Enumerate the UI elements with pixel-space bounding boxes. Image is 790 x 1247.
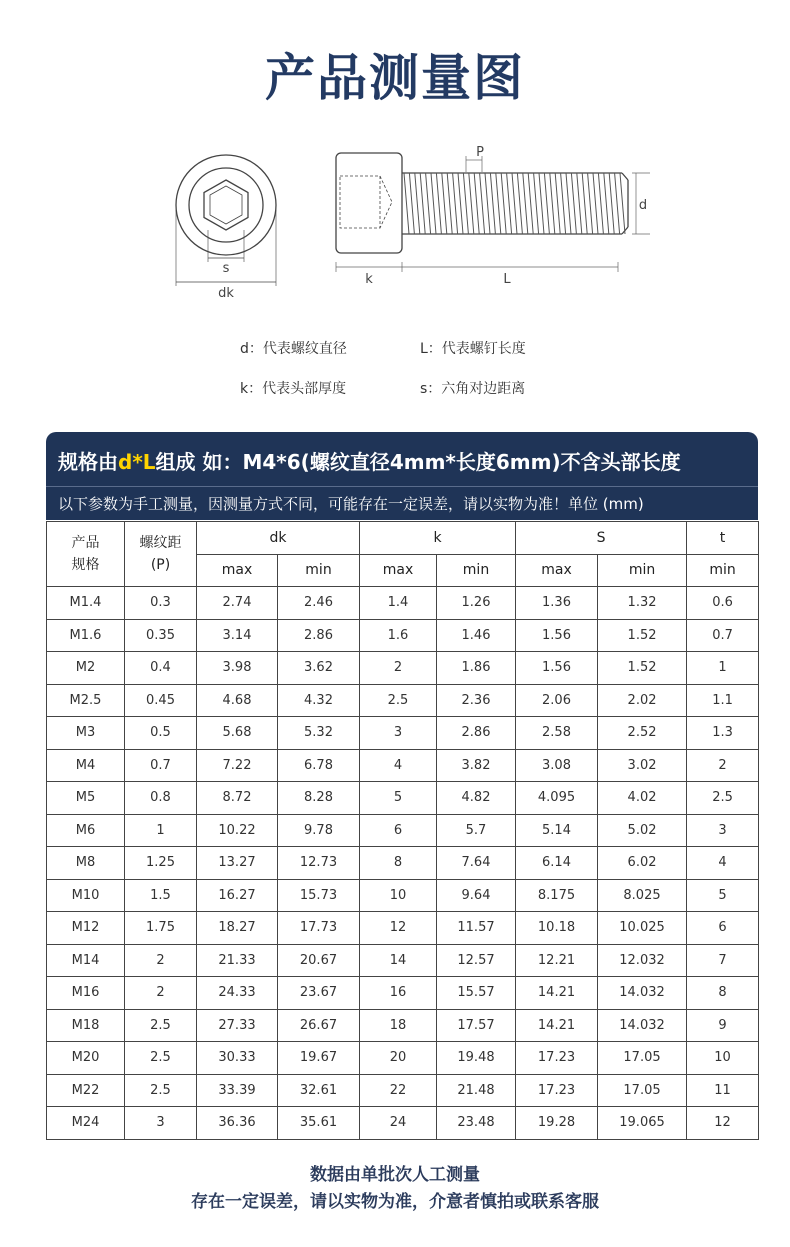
table-cell: 17.05: [598, 1042, 687, 1075]
table-cell: 8.175: [516, 879, 598, 912]
table-cell: 0.35: [125, 619, 197, 652]
table-row: [47, 1074, 759, 1107]
table-cell: 1.36: [516, 587, 598, 620]
table-cell: 3: [360, 717, 437, 750]
table-cell: M12: [47, 912, 125, 945]
table-cell: 3.02: [598, 749, 687, 782]
table-cell: 1.32: [598, 587, 687, 620]
table-cell: M2: [47, 652, 125, 685]
legend-L: L：代表螺钉长度: [420, 341, 526, 357]
table-cell: 9.78: [278, 814, 360, 847]
table-cell: 11.57: [437, 912, 516, 945]
table-cell: 2.86: [278, 619, 360, 652]
table-cell: 2: [360, 652, 437, 685]
table-cell: 3.62: [278, 652, 360, 685]
table-row: [47, 1009, 759, 1042]
table-cell: 14: [360, 944, 437, 977]
table-cell: 14.032: [598, 977, 687, 1010]
table-cell: 2: [687, 749, 759, 782]
table-cell: 4.82: [437, 782, 516, 815]
table-cell: M1.4: [47, 587, 125, 620]
measurement-note: 以下参数为手工测量，因测量方式不同，可能存在一定误差，请以实物为准！单位 (mm): [58, 495, 644, 513]
table-cell: 12.21: [516, 944, 598, 977]
table-cell: 3.98: [197, 652, 278, 685]
legend-k: k：代表头部厚度: [240, 381, 347, 397]
table-cell: M6: [47, 814, 125, 847]
table-cell: 3.08: [516, 749, 598, 782]
table-cell: 17.57: [437, 1009, 516, 1042]
table-cell: 1.46: [437, 619, 516, 652]
table-cell: 12: [687, 1107, 759, 1140]
table-cell: 22: [360, 1074, 437, 1107]
table-cell: 3: [687, 814, 759, 847]
table-cell: 1.1: [687, 684, 759, 717]
spec-banner: [46, 432, 758, 520]
table-cell: 2.5: [125, 1009, 197, 1042]
table-cell: 10.22: [197, 814, 278, 847]
table-cell: 0.3: [125, 587, 197, 620]
table-cell: 15.57: [437, 977, 516, 1010]
table-cell: 2: [125, 944, 197, 977]
table-cell: 24: [360, 1107, 437, 1140]
header-dk-min: min: [278, 554, 360, 587]
footer-line-2: 存在一定误差，请以实物为准，介意者慎拍或联系客服: [191, 1192, 599, 1212]
s-label: s: [222, 261, 230, 276]
table-cell: 10: [360, 879, 437, 912]
table-cell: 8: [687, 977, 759, 1010]
table-cell: 12.73: [278, 847, 360, 880]
table-cell: 9.64: [437, 879, 516, 912]
spec-format-note: [58, 446, 681, 475]
table-cell: 14.032: [598, 1009, 687, 1042]
table-row: [47, 814, 759, 847]
table-cell: 12: [360, 912, 437, 945]
table-cell: 5.32: [278, 717, 360, 750]
header-spec: 产品 规格: [47, 522, 125, 587]
table-row: [47, 847, 759, 880]
table-cell: 9: [687, 1009, 759, 1042]
table-cell: M10: [47, 879, 125, 912]
table-cell: 2.5: [125, 1042, 197, 1075]
table-cell: 0.7: [687, 619, 759, 652]
table-cell: 5: [360, 782, 437, 815]
table-cell: 2.58: [516, 717, 598, 750]
header-dk-max: max: [197, 554, 278, 587]
table-cell: 12.57: [437, 944, 516, 977]
table-cell: 1.25: [125, 847, 197, 880]
table-cell: 1.26: [437, 587, 516, 620]
spec-table-body: [47, 587, 759, 1140]
table-cell: 5.02: [598, 814, 687, 847]
table-cell: 0.45: [125, 684, 197, 717]
table-row: [47, 684, 759, 717]
table-cell: 2.86: [437, 717, 516, 750]
header-s: S: [516, 522, 687, 555]
table-cell: 6.14: [516, 847, 598, 880]
table-cell: 17.23: [516, 1042, 598, 1075]
table-cell: 1.4: [360, 587, 437, 620]
table-row: [47, 652, 759, 685]
banner-divider: [46, 486, 758, 487]
table-cell: 1.3: [687, 717, 759, 750]
table-cell: M4: [47, 749, 125, 782]
p-label: P: [476, 145, 484, 160]
table-cell: 1.56: [516, 619, 598, 652]
header-dk: dk: [197, 522, 360, 555]
table-cell: M8: [47, 847, 125, 880]
table-cell: 5.7: [437, 814, 516, 847]
table-row: [47, 977, 759, 1010]
table-cell: 2.06: [516, 684, 598, 717]
table-cell: 6.78: [278, 749, 360, 782]
table-cell: 14.21: [516, 1009, 598, 1042]
banner-prefix: 规格由: [58, 450, 118, 474]
table-cell: M18: [47, 1009, 125, 1042]
table-cell: 17.05: [598, 1074, 687, 1107]
table-cell: 10.025: [598, 912, 687, 945]
header-pitch: 螺纹距 (P): [125, 522, 197, 587]
table-cell: M1.6: [47, 619, 125, 652]
table-cell: 20.67: [278, 944, 360, 977]
header-s-max: max: [516, 554, 598, 587]
table-cell: 10.18: [516, 912, 598, 945]
table-cell: 1.5: [125, 879, 197, 912]
L-label: L: [503, 272, 511, 287]
table-cell: 20: [360, 1042, 437, 1075]
table-cell: 0.4: [125, 652, 197, 685]
table-cell: 1: [687, 652, 759, 685]
table-cell: 24.33: [197, 977, 278, 1010]
table-row: [47, 1107, 759, 1140]
header-row-1: [47, 522, 759, 555]
header-s-min: min: [598, 554, 687, 587]
table-cell: 16.27: [197, 879, 278, 912]
table-cell: 27.33: [197, 1009, 278, 1042]
legend-d: d：代表螺纹直径: [240, 341, 347, 357]
table-cell: 18.27: [197, 912, 278, 945]
d-label: d: [638, 198, 648, 213]
k-label: k: [365, 272, 373, 287]
table-cell: 7: [687, 944, 759, 977]
table-cell: M3: [47, 717, 125, 750]
table-cell: 19.67: [278, 1042, 360, 1075]
header-k-min: min: [437, 554, 516, 587]
table-cell: 33.39: [197, 1074, 278, 1107]
table-cell: 1.56: [516, 652, 598, 685]
dk-label: dk: [218, 286, 234, 300]
table-cell: 4: [360, 749, 437, 782]
table-cell: 19.065: [598, 1107, 687, 1140]
table-cell: 11: [687, 1074, 759, 1107]
table-cell: 19.48: [437, 1042, 516, 1075]
table-cell: 2.46: [278, 587, 360, 620]
table-cell: 8.28: [278, 782, 360, 815]
bolt-measurement-diagram: [0, 130, 790, 300]
table-cell: 1.52: [598, 619, 687, 652]
table-row: [47, 717, 759, 750]
table-cell: 3: [125, 1107, 197, 1140]
table-cell: 5: [687, 879, 759, 912]
table-cell: 0.6: [687, 587, 759, 620]
footer-line-1: 数据由单批次人工测量: [310, 1165, 480, 1185]
table-cell: 2: [125, 977, 197, 1010]
table-cell: 1.86: [437, 652, 516, 685]
table-cell: M22: [47, 1074, 125, 1107]
table-cell: M5: [47, 782, 125, 815]
table-cell: 10: [687, 1042, 759, 1075]
table-cell: 4.68: [197, 684, 278, 717]
table-cell: M2.5: [47, 684, 125, 717]
table-cell: 5.14: [516, 814, 598, 847]
table-cell: 17.23: [516, 1074, 598, 1107]
table-cell: 21.48: [437, 1074, 516, 1107]
table-cell: 14.21: [516, 977, 598, 1010]
banner-suffix: 组成 如：M4*6(螺纹直径4mm*长度6mm)不含头部长度: [155, 450, 681, 474]
table-cell: 2.36: [437, 684, 516, 717]
table-cell: M16: [47, 977, 125, 1010]
thread-lines: [404, 173, 625, 234]
header-t: t: [687, 522, 759, 555]
table-cell: 5.68: [197, 717, 278, 750]
table-cell: 4.32: [278, 684, 360, 717]
table-cell: M14: [47, 944, 125, 977]
banner-highlight: d*L: [118, 450, 156, 474]
table-cell: 35.61: [278, 1107, 360, 1140]
table-row: [47, 619, 759, 652]
table-cell: 36.36: [197, 1107, 278, 1140]
table-cell: 8.72: [197, 782, 278, 815]
table-cell: 4.095: [516, 782, 598, 815]
table-cell: 26.67: [278, 1009, 360, 1042]
table-cell: 21.33: [197, 944, 278, 977]
table-row: [47, 1042, 759, 1075]
table-cell: 1.52: [598, 652, 687, 685]
table-cell: 2.5: [360, 684, 437, 717]
table-row: [47, 749, 759, 782]
table-cell: 3.14: [197, 619, 278, 652]
table-cell: 7.64: [437, 847, 516, 880]
table-cell: 1.6: [360, 619, 437, 652]
table-cell: 6.02: [598, 847, 687, 880]
header-k-max: max: [360, 554, 437, 587]
table-cell: 7.22: [197, 749, 278, 782]
table-cell: 18: [360, 1009, 437, 1042]
page-title: 产品测量图: [265, 49, 525, 107]
table-cell: 1.75: [125, 912, 197, 945]
table-cell: 2.52: [598, 717, 687, 750]
table-cell: 15.73: [278, 879, 360, 912]
table-cell: 23.48: [437, 1107, 516, 1140]
header-k: k: [360, 522, 516, 555]
table-cell: 4.02: [598, 782, 687, 815]
table-cell: 8.025: [598, 879, 687, 912]
table-cell: 0.5: [125, 717, 197, 750]
table-cell: 3.82: [437, 749, 516, 782]
table-cell: 1: [125, 814, 197, 847]
table-cell: 13.27: [197, 847, 278, 880]
table-cell: 2.02: [598, 684, 687, 717]
table-cell: 2.5: [125, 1074, 197, 1107]
table-row: [47, 587, 759, 620]
table-cell: 2.74: [197, 587, 278, 620]
table-cell: 16: [360, 977, 437, 1010]
table-row: [47, 912, 759, 945]
table-cell: 0.7: [125, 749, 197, 782]
table-cell: 17.73: [278, 912, 360, 945]
table-cell: 0.8: [125, 782, 197, 815]
table-cell: 23.67: [278, 977, 360, 1010]
table-cell: 8: [360, 847, 437, 880]
table-cell: 19.28: [516, 1107, 598, 1140]
table-cell: 2.5: [687, 782, 759, 815]
table-cell: 30.33: [197, 1042, 278, 1075]
table-cell: 12.032: [598, 944, 687, 977]
table-cell: 32.61: [278, 1074, 360, 1107]
table-cell: 6: [360, 814, 437, 847]
header-t-min: min: [687, 554, 759, 587]
table-cell: M20: [47, 1042, 125, 1075]
table-row: [47, 944, 759, 977]
table-row: [47, 782, 759, 815]
table-row: [47, 879, 759, 912]
legend-s: s：六角对边距离: [420, 381, 526, 397]
spec-table: [46, 521, 759, 1140]
table-cell: 4: [687, 847, 759, 880]
table-cell: 6: [687, 912, 759, 945]
table-cell: M24: [47, 1107, 125, 1140]
